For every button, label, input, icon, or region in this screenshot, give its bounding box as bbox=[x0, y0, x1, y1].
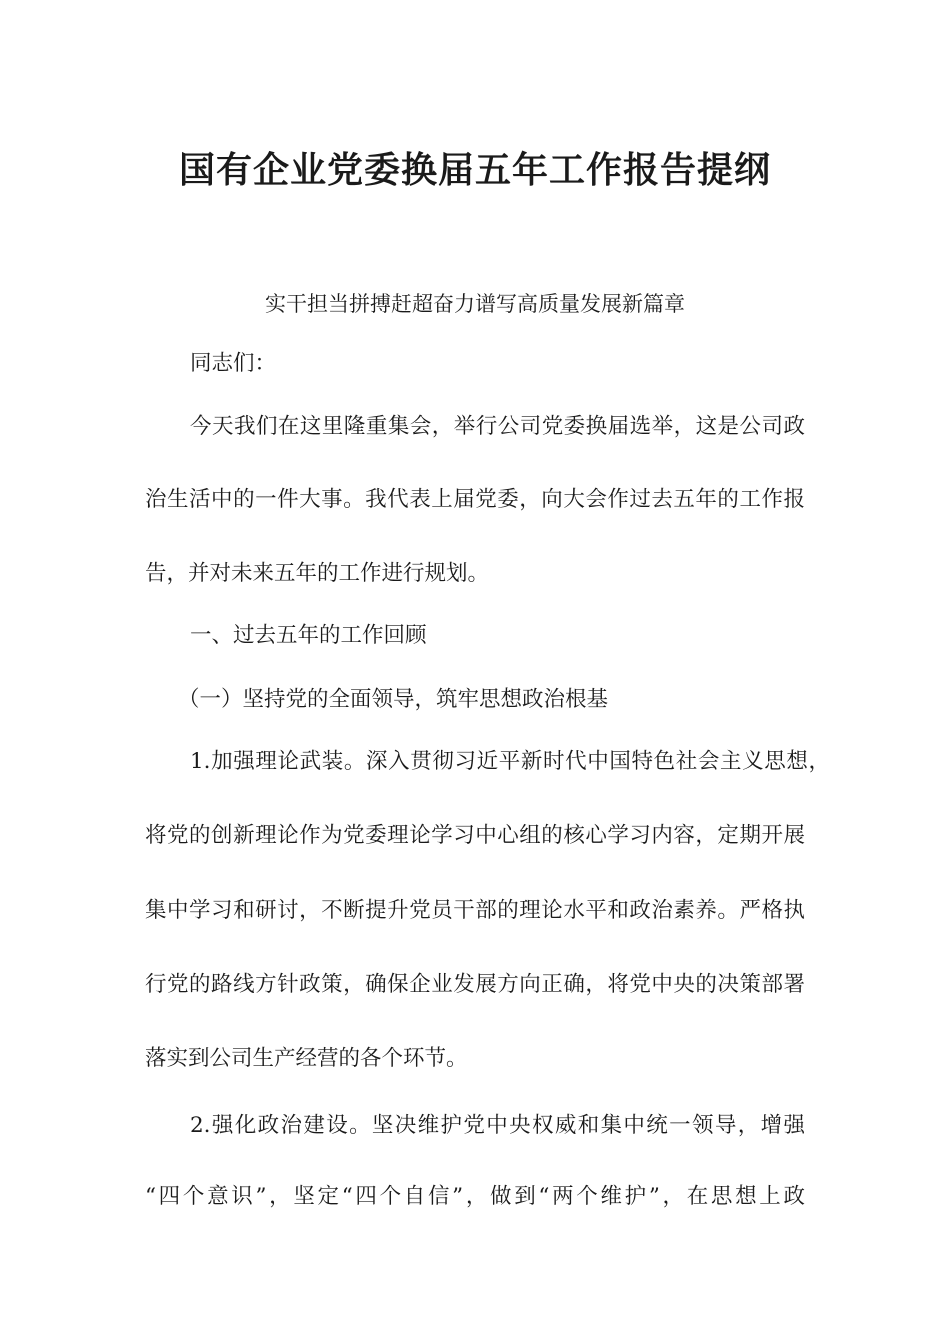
subsection-heading: （一）坚持党的全面领导，筑牢思想政治根基 bbox=[178, 687, 609, 712]
greeting: 同志们： bbox=[190, 351, 277, 376]
section-heading: 一、过去五年的工作回顾 bbox=[190, 623, 427, 648]
document-subtitle: 实干担当拼搏赶超奋力谱写高质量发展新篇章 bbox=[265, 292, 685, 316]
intro-line-1: 今天我们在这里隆重集会，举行公司党委换届选举，这是公司政 bbox=[190, 414, 805, 439]
intro-line-2: 治生活中的一件大事。我代表上届党委，向大会作过去五年的工作报 bbox=[145, 487, 805, 512]
item1-line-2: 将党的创新理论作为党委理论学习中心组的核心学习内容，定期开展 bbox=[145, 823, 805, 848]
item1-line-4: 行党的路线方针政策，确保企业发展方向正确，将党中央的决策部署 bbox=[145, 972, 805, 997]
item2-line-2: “四个意识”，坚定“四个自信”，做到“两个维护”，在思想上政 bbox=[145, 1184, 805, 1209]
item1-line-1: 1.加强理论武装。深入贯彻习近平新时代中国特色社会主义思想， bbox=[190, 749, 830, 774]
intro-line-3: 告，并对未来五年的工作进行规划。 bbox=[145, 561, 490, 586]
item1-line-5: 落实到公司生产经营的各个环节。 bbox=[145, 1046, 468, 1071]
document-title: 国有企业党委换届五年工作报告提纲 bbox=[178, 149, 771, 191]
item2-line-1: 2.强化政治建设。坚决维护党中央权威和集中统一领导，增强 bbox=[190, 1113, 805, 1138]
item1-line-3: 集中学习和研讨，不断提升党员干部的理论水平和政治素养。严格执 bbox=[145, 898, 805, 923]
